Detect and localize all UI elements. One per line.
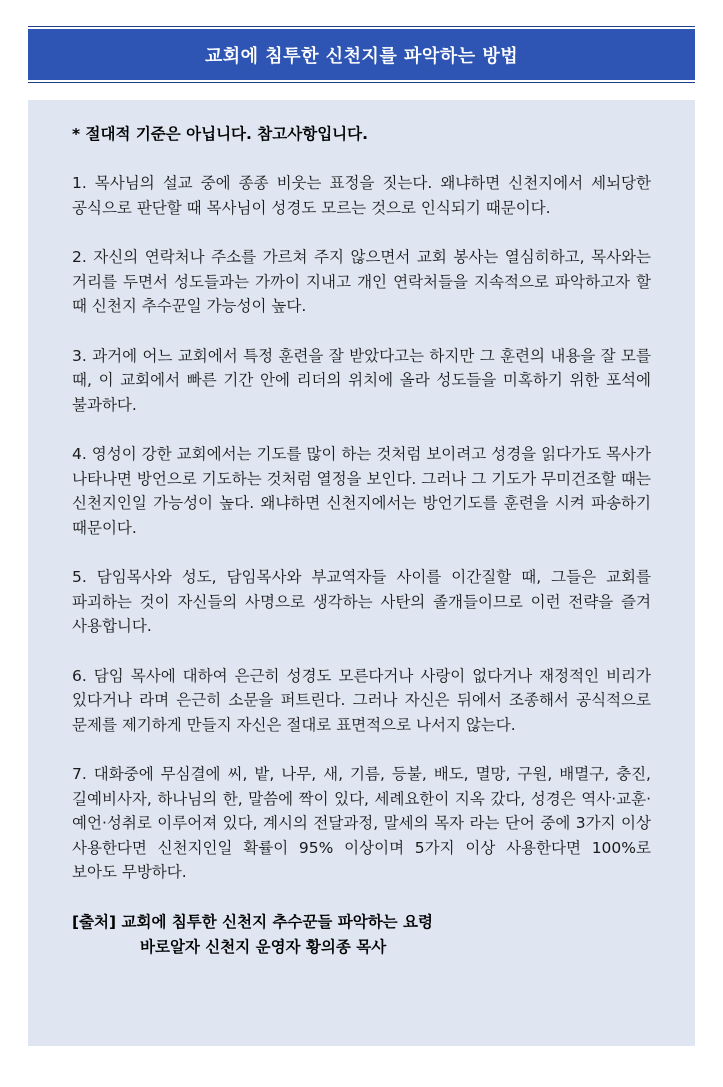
source-author: 바로알자 신천지 운영자 황의종 목사 [140, 937, 387, 956]
page-title: 교회에 침투한 신천지를 파악하는 방법 [28, 29, 695, 80]
list-item-2: 2. 자신의 연락처나 주소를 가르쳐 주지 않으면서 교회 봉사는 열심히하고, 목사와는 거리를 두면서 성도들과는 가까이 지내고 개인 연락처들을 지속적으로 파악하고자 할 때 신천지 추수꾼일 가능성이 높다. [72, 248, 651, 315]
list-item-4: 4. 영성이 강한 교회에서는 기도를 많이 하는 것처럼 보이려고 성경을 읽다가도 목사가 나타나면 방언으로 기도하는 것처럼 열정을 보인다. 그러나 그 기도가 무미건조할 때는 신천지인일 가능성이 높다. 왜냐하면 신천지에서는 방언기도를 훈련을 시켜 파송하기 때문이다. [72, 445, 651, 537]
list-item-6: 6. 담임 목사에 대하여 은근히 성경도 모른다거나 사랑이 없다거나 재정적인 비리가 있다거나 라며 은근히 소문을 퍼트린다. 그러나 자신은 뒤에서 조종해서 공식적으로 문제를 제기하게 만들지 자신은 절대로 표면적으로 나서지 않는다. [72, 666, 651, 734]
list-item-3: 3. 과거에 어느 교회에서 특정 훈련을 잘 받았다고는 하지만 그 훈련의 내용을 잘 모를 때, 이 교회에서 빠른 기간 안에 리더의 위치에 올라 성도들을 미혹하기 위한 포석에 불과하다. [72, 346, 651, 414]
list-item-7: 7. 대화중에 무심결에 씨, 밭, 나무, 새, 기름, 등불, 배도, 멸망, 구원, 배멸구, 충진, 길예비사자, 하나님의 한, 말씀에 짝이 있다, 세례요한이 지옥 갔다, 성경은 역사·교훈·예언·성취로 이루어져 있다, 계시의 전달과정, 말세의 목자 라는 단어 중에 3가지 이상 사용한다면 신천지인일 확률이 95% 이상이며 5가지 이상 사용한다면 100%로 보아도 무방하다. [72, 765, 651, 881]
list-item-1: 1. 목사님의 설교 중에 종종 비웃는 표정을 짓는다. 왜냐하면 신천지에서 세뇌당한 공식으로 판단할 때 목사님이 성경도 모르는 것으로 인식되기 때문이다. [72, 174, 651, 217]
source-title: [출처] 교회에 침투한 신천지 추수꾼들 파악하는 요령 [72, 912, 433, 931]
content-box [28, 100, 695, 1046]
notice-text: * 절대적 기준은 아닙니다. 참고사항입니다. [72, 125, 369, 143]
list-item-5: 5. 담임목사와 성도, 담임목사와 부교역자들 사이를 이간질할 때, 그들은 교회를 파괴하는 것이 자신들의 사명으로 생각하는 사탄의 졸개들이므로 이런 전략을 즐겨 사용합니다. [72, 568, 651, 635]
source-citation [72, 910, 651, 960]
title-banner [28, 26, 695, 83]
